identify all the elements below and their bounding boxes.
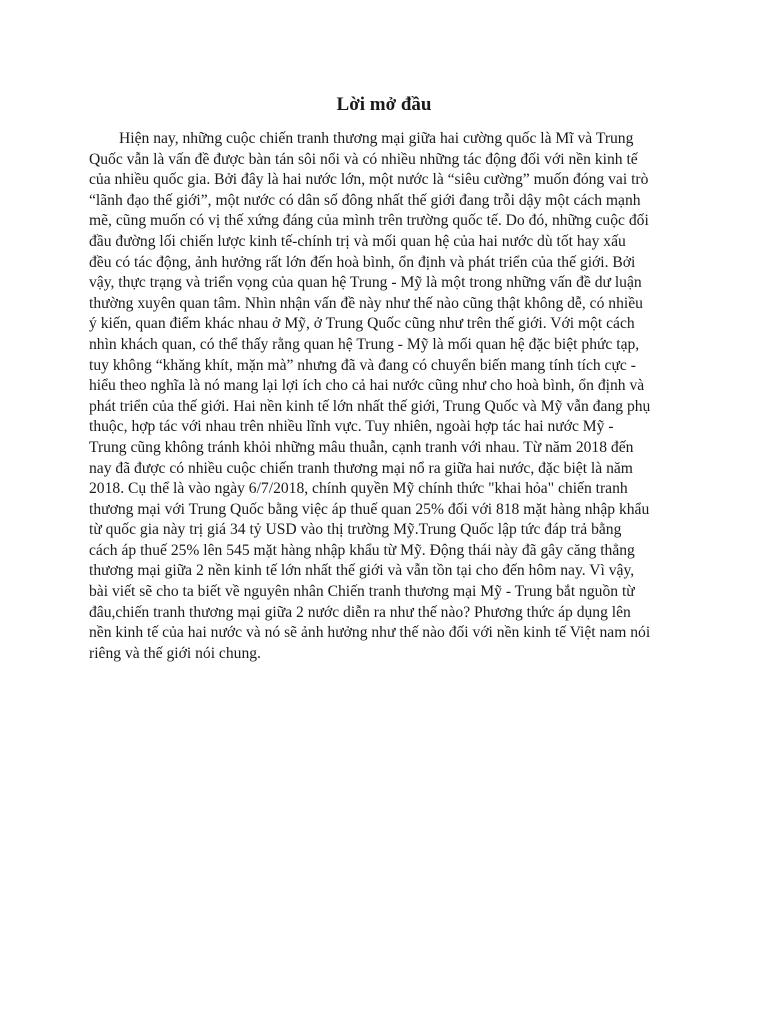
paragraph-line: tuy không “khăng khít, mặn mà” nhưng đã và đang có chuyển biến mang tính tích cực - [89,356,636,374]
paragraph-line: đều có tác động, ảnh hưởng rất lớn đến hoà bình, ổn định và phát triển của thế giới. Bởi [89,253,636,271]
paragraph-line: ý kiến, quan điểm khác nhau ở Mỹ, ở Trung Quốc cũng như trên thế giới. Với một cách [89,315,635,333]
document-paragraph [89,129,680,664]
paragraph-line: bài viết sẽ cho ta biết về nguyên nhân Chiến tranh thương mại Mỹ - Trung bắt nguồn từ [89,583,635,601]
paragraph-line: Quốc vẫn là vấn đề được bàn tán sôi nổi và có nhiều những tác động đối với nền kinh tế [89,150,638,168]
paragraph-line: thương mại với Trung Quốc bằng việc áp thuế quan 25% đối với 818 mặt hàng nhập khẩu [89,500,650,518]
paragraph-line: từ quốc gia này trị giá 34 tỷ USD vào thị trường Mỹ.Trung Quốc lập tức đáp trả bằng [89,521,622,539]
paragraph-line: đầu đường lối chiến lược kinh tế-chính trị và mối quan hệ của hai nước dù tốt hay xấu [89,232,626,250]
paragraph-line: nay đã được có nhiều cuộc chiến tranh thương mại nổ ra giữa hai nước, đặc biệt là năm [89,459,633,477]
paragraph-line: nhìn khách quan, có thể thấy rằng quan hệ Trung - Mỹ là mối quan hệ đặc biệt phức tạp, [89,335,640,353]
paragraph-line: nền kinh tế của hai nước và nó sẽ ảnh hưởng như thế nào đối với nền kinh tế Việt nam nói [89,624,651,642]
paragraph-line: của nhiều quốc gia. Bởi đây là hai nước lớn, một nước là “siêu cường” muốn đóng vai trò [89,171,649,189]
document-title: Lời mở đầu [336,94,432,115]
paragraph-line: 2018. Cụ thể là vào ngày 6/7/2018, chính quyền Mỹ chính thức "khai hỏa" chiến tranh [89,480,628,498]
paragraph-line: vậy, thực trạng và triển vọng của quan hệ Trung - Mỹ là một trong những vấn đề dư luận [89,274,642,292]
paragraph-line: mẽ, cũng muốn có vị thế xứng đáng của mình trên trường quốc tế. Do đó, những cuộc đối [89,212,649,230]
paragraph-line: thương mại giữa 2 nền kinh tế lớn nhất thế giới và vẫn tồn tại cho đến hôm nay. Vì vậy, [89,562,635,580]
paragraph-line: “lãnh đạo thế giới”, một nước có dân số đông nhất thế giới đang trỗi dậy một cách mạnh [89,191,641,209]
paragraph-line: riêng và thế giới nói chung. [89,644,261,662]
paragraph-line: Hiện nay, những cuộc chiến tranh thương mại giữa hai cường quốc là Mĩ và Trung [119,130,634,147]
paragraph-line: phát triển của thế giới. Hai nền kinh tế lớn nhất thế giới, Trung Quốc và Mỹ vẫn đang phụ [89,397,651,415]
paragraph-line: thuộc, hợp tác với nhau trên nhiều lĩnh vực. Tuy nhiên, ngoài hợp tác hai nước Mỹ - [89,418,614,436]
paragraph-line: thường xuyên quan tâm. Nhìn nhận vấn đề này như thế nào cũng thật không dễ, có nhiều [89,294,643,312]
paragraph-line: cách áp thuế 25% lên 545 mặt hàng nhập khẩu từ Mỹ. Động thái này đã gây căng thẳng [89,541,635,559]
paragraph-line: hiểu theo nghĩa là nó mang lại lợi ích cho cả hai nước cũng như cho hoà bình, ổn định và [89,377,645,395]
paragraph-line: đâu,chiến tranh thương mại giữa 2 nước diễn ra như thế nào? Phương thức áp dụng lên [89,603,631,621]
paragraph-line: Trung cũng không tránh khỏi những mâu thuẫn, cạnh tranh với nhau. Từ năm 2018 đến [89,438,634,456]
